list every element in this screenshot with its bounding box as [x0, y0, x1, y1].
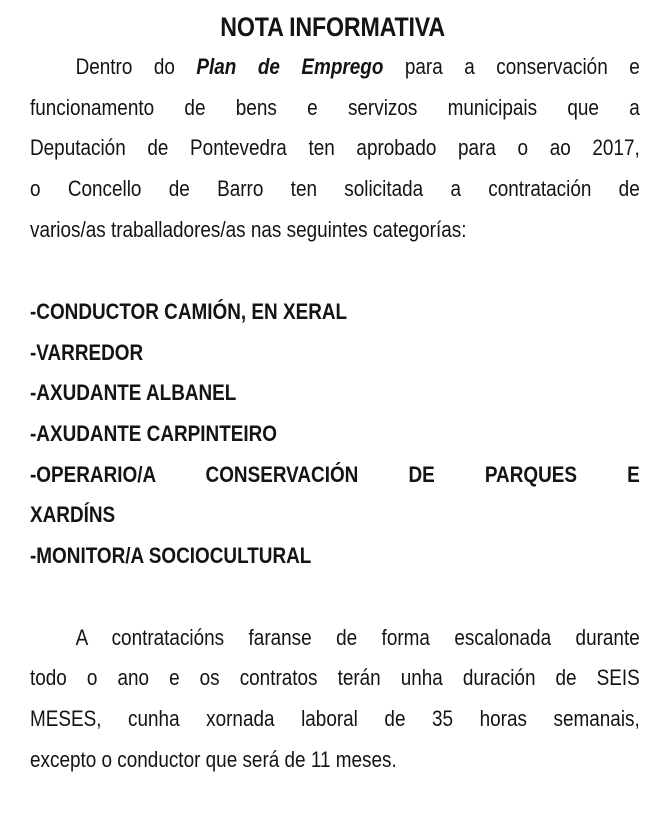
intro-line-5: varios/as traballadores/as nas seguintes categorías: [30, 217, 467, 242]
intro-text: para a conservación e [404, 54, 640, 79]
intro-line-3: Deputación de Pontevedra ten aprobado para o ao 2017, [30, 135, 640, 160]
closing-line-2: todo o ano e os contratos terán unha duración de SEIS [30, 665, 640, 690]
category-item: -MONITOR/A SOCIOCULTURAL [30, 543, 312, 568]
category-item: -OPERARIO/A CONSERVACIÓN DE PARQUES E [30, 462, 640, 487]
closing-line-3: MESES, cunha xornada laboral de 35 horas semanais, [30, 706, 640, 731]
category-item: -AXUDANTE ALBANEL [30, 380, 237, 405]
category-item-continuation: XARDÍNS [30, 502, 116, 527]
document-title [0, 12, 665, 43]
intro-line-4: o Concello de Barro ten solicitada a contratación de [30, 176, 640, 201]
closing-line-4: excepto o conductor que será de 11 meses. [30, 747, 397, 772]
document-title-text: NOTA INFORMATIVA [220, 12, 445, 42]
closing-line-1: A contratacións faranse de forma escalonada durante [75, 625, 640, 650]
intro-line-2: funcionamento de bens e servizos municipais que a [30, 95, 640, 120]
intro-text: Dentro do [75, 54, 175, 79]
category-item: -CONDUCTOR CAMIÓN, EN XERAL [30, 299, 348, 324]
intro-line-1 [30, 52, 640, 82]
category-item: -VARREDOR [30, 340, 144, 365]
category-item: -AXUDANTE CARPINTEIRO [30, 421, 278, 446]
plan-name-emphasis: Plan de Emprego [196, 54, 384, 79]
